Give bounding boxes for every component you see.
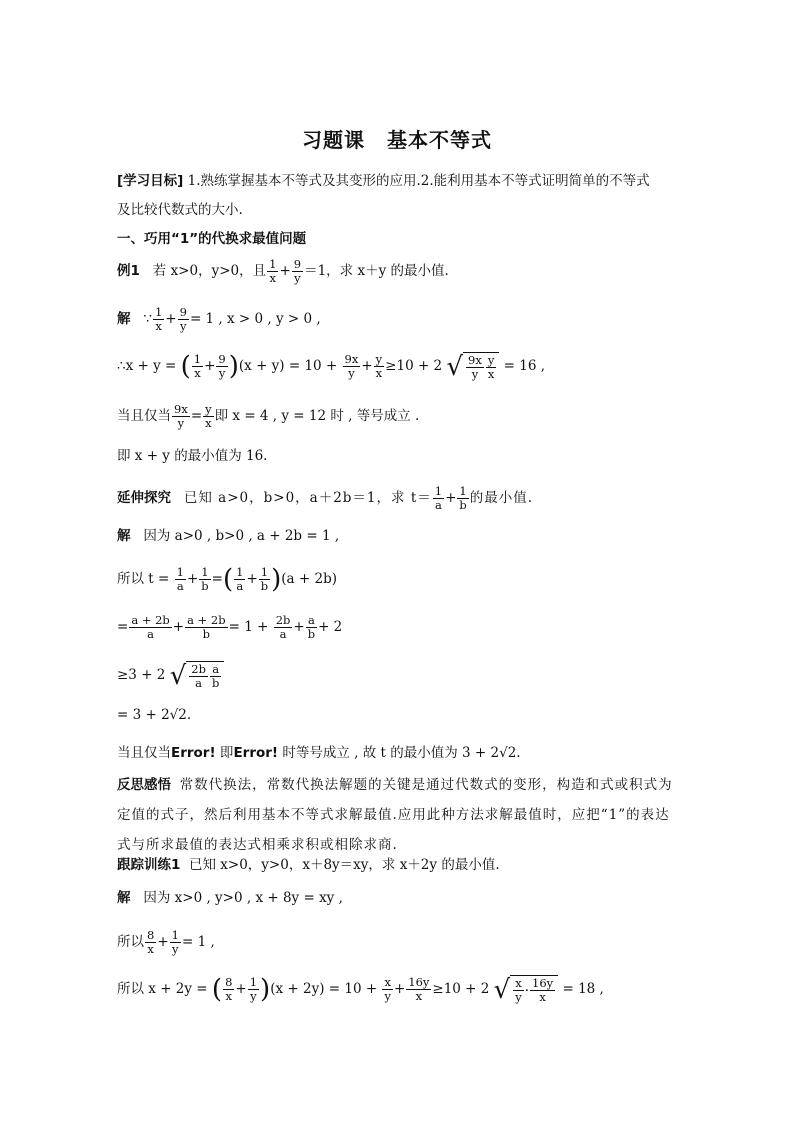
reflection-label: 反思感悟 <box>117 777 171 793</box>
exercise1-label: 跟踪训练1 <box>117 857 181 873</box>
fraction-8-over-x: $\frac{8}{x}$ <box>225 975 233 1003</box>
fraction-1-over-x: $\frac{1}{x}$ <box>269 257 277 285</box>
square-root: √ $\frac{2b}{a}$ $\frac{a}{b}$ <box>170 661 225 690</box>
fraction-a-over-b: $\frac{a}{b}$ <box>307 613 316 641</box>
fraction-9x-over-y: $\frac{9x}{y}$ <box>344 352 359 380</box>
solution1-line1: 解 ∵ $\frac{1}{x}$ + $\frac{9}{y}$ = 1 , x > 0 , y > 0 , <box>117 305 321 333</box>
fraction-a2b-over-b: $\frac{a + 2b}{b}$ <box>187 613 226 641</box>
solution2-line1: 解 因为 a>0 , b>0 , a + 2b = 1 , <box>117 528 340 544</box>
example1-pre: 若 x>0，y>0，且 <box>152 263 267 279</box>
solution1-line2: ∴x + y = ( $\frac{1}{x}$ + $\frac{9}{y}$ )(x + y) = 10 + $\frac{9x}{y}$ + $\frac{y}{x}$ ≥10 + 2 √ $\frac{9x}{y}$ $\frac{y}{x}$ = 16 , <box>117 351 546 382</box>
example1-label: 例1 <box>117 263 140 279</box>
fraction-1-over-y: $\frac{1}{y}$ <box>171 928 179 956</box>
objectives-text1: 1.熟练掌握基本不等式及其变形的应用.2.能利用基本不等式证明简单的不等式 <box>183 173 650 189</box>
fraction-8-over-x: $\frac{8}{x}$ <box>147 928 155 956</box>
solution2-line5: = 3 + 2√2. <box>117 707 192 723</box>
fraction-1-over-a: $\frac{1}{a}$ <box>176 565 184 593</box>
fraction-1-over-x: $\frac{1}{x}$ <box>193 352 202 380</box>
solution3-line1: 解 因为 x>0 , y>0 , x + 8y = xy , <box>117 890 343 906</box>
fraction-1-over-a: $\frac{1}{a}$ <box>434 484 443 512</box>
fraction-9-over-y: $\frac{9}{y}$ <box>218 352 226 380</box>
solution-label: 解 <box>117 311 131 327</box>
solution2-line2: 所以 t = $\frac{1}{a}$ + $\frac{1}{b}$ =( $\frac{1}{a}$ + $\frac{1}{b}$ )(a + 2b) <box>117 564 337 595</box>
error-text: Error! <box>233 745 279 761</box>
fraction-y-over-x: $\frac{y}{x}$ <box>205 402 212 430</box>
fraction-1-over-b: $\frac{1}{b}$ <box>459 484 467 512</box>
fraction-2b-over-a: $\frac{2b}{a}$ <box>275 613 291 641</box>
solution3-line2: 所以 $\frac{8}{x}$ + $\frac{1}{y}$ = 1 , <box>117 928 215 956</box>
objectives-line1 <box>117 172 650 190</box>
solution2-line6: 当且仅当Error! 即Error! 时等号成立 , 故 t 的最小值为 3 + 2√2. <box>117 745 521 761</box>
square-root: √ $\frac{x}{y}$ · $\frac{16y}{x}$ <box>494 975 559 1004</box>
example1-post: ＝1，求 x＋y 的最小值. <box>304 263 449 279</box>
fraction-1-over-y: $\frac{1}{y}$ <box>249 975 258 1003</box>
solution1-line3: 当且仅当 $\frac{9x}{y}$ = $\frac{y}{x}$ 即 x = 4 , y = 12 时 , 等号成立 . <box>117 402 420 430</box>
fraction-1-over-x: $\frac{1}{x}$ <box>154 305 163 333</box>
reflection-text: 常数代换法，常数代换法解题的关键是通过代数式的变形，构造和式或积式为定值的式子，然后利用基本不等式求解最值.应用此种方法求解最值时，应把“1”的表达式与所求最值的表达式相乘求积或相除求商. <box>117 777 673 853</box>
error-text: Error! <box>171 745 216 761</box>
extension-label: 延伸探究 <box>117 490 171 506</box>
title-part1: 习题课 <box>302 128 365 152</box>
square-root: √ $\frac{9x}{y}$ $\frac{y}{x}$ <box>446 352 499 381</box>
fraction-a2b-over-a: $\frac{a + 2b}{a}$ <box>131 613 170 641</box>
fraction-16y-over-x: $\frac{16y}{x}$ <box>408 975 430 1003</box>
fraction-y-over-x: $\frac{y}{x}$ <box>375 352 383 380</box>
solution1-line4: 即 x + y 的最小值为 16. <box>117 448 268 464</box>
fraction-9-over-y: $\frac{9}{y}$ <box>293 257 302 285</box>
fraction-9x-over-y: $\frac{9x}{y}$ <box>174 402 188 430</box>
reflection-paragraph <box>117 770 683 860</box>
objectives-label: [学习目标] <box>117 173 184 189</box>
fraction-x-over-y: $\frac{x}{y}$ <box>384 975 391 1003</box>
fraction-1-over-b: $\frac{1}{b}$ <box>201 565 209 593</box>
fraction-9-over-y: $\frac{9}{y}$ <box>179 305 187 333</box>
extension-line: 延伸探究 已知 a>0，b>0，a＋2b＝1，求 t＝ $\frac{1}{a}$ + $\frac{1}{b}$ 的最小值. <box>117 484 534 512</box>
example1-line: 例1 若 x>0，y>0，且 $\frac{1}{x}$ + $\frac{9}{y}$ ＝1，求 x＋y 的最小值. <box>117 257 449 285</box>
solution3-line3: 所以 x + 2y = ( $\frac{8}{x}$ + $\frac{1}{y}$ )(x + 2y) = 10 + $\frac{x}{y}$ + $\frac{16y}{x}$ ≥10 + 2 √ $\frac{x}{y}$ · $\frac{16y}{x}$ = 18 , <box>117 974 604 1005</box>
solution2-line3: = $\frac{a + 2b}{a}$ + $\frac{a + 2b}{b}$ = 1 + $\frac{2b}{a}$ + $\frac{a}{b}$ + 2 <box>117 613 343 641</box>
section-heading-1: 一、巧用“1”的代换求最值问题 <box>117 231 307 247</box>
solution2-line4: ≥3 + 2 √ $\frac{2b}{a}$ $\frac{a}{b}$ <box>117 661 224 690</box>
title-part2: 基本不等式 <box>387 128 492 152</box>
objectives-line2: 及比较代数式的大小. <box>117 202 243 218</box>
page-title <box>0 124 794 153</box>
exercise1-line: 跟踪训练1 已知 x>0，y>0，x＋8y＝xy，求 x＋2y 的最小值. <box>117 857 500 873</box>
